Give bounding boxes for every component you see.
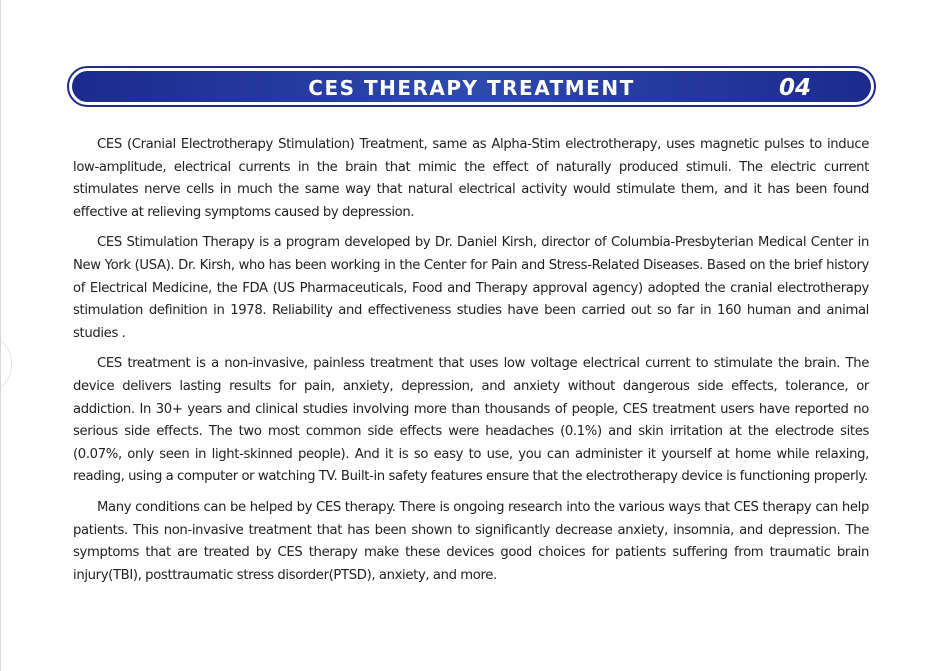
section-page-number: 04	[778, 75, 811, 101]
page-edge-line	[0, 0, 1, 671]
binding-ring-decoration	[0, 340, 12, 388]
section-header-banner	[67, 66, 876, 107]
paragraph-ces-history: CES Stimulation Therapy is a program developed by Dr. Daniel Kirsh, director of Columbia-Presbyterian Medical Center in New York (USA). Dr. Kirsh, who has been working in the Center for Pain and Stress-Related Diseases. Based on the brief history of Electrical Medicine, the FDA (US Pharmaceuticals, Food and Therapy approval agency) adopted the cranial electrotherapy stimulation definition in 1978. Reliability and effectiveness studies have been carried out so far in 160 human and animal studies .	[73, 235, 869, 341]
section-header-fill	[72, 71, 871, 102]
paragraph-ces-conditions: Many conditions can be helped by CES therapy. There is ongoing research into the various ways that CES therapy can help patients. This non-invasive treatment that has been shown to significantly decrease anxiety, insomnia, and depression. The symptoms that are treated by CES therapy make these devices good choices for patients suffering from traumatic brain injury(TBI), posttraumatic stress disorder(PTSD), anxiety, and more.	[73, 499, 869, 583]
article-body	[73, 134, 869, 595]
paragraph-ces-safety: CES treatment is a non-invasive, painless treatment that uses low voltage electrical current to stimulate the brain. The device delivers lasting results for pain, anxiety, depression, and anxiety without dangerous side effects, tolerance, or addiction. In 30+ years and clinical studies involving more than thousands of people, CES treatment users have reported no serious side effects. The two most common side effects were headaches (0.1%) and skin irritation at the electrode sites (0.07%, only seen in light-skinned people). And it is so easy to use, you can administer it yourself at home while relaxing, reading, using a computer or watching TV. Built-in safety features ensure that the electrotherapy device is functioning properly.	[73, 356, 869, 485]
paragraph-ces-overview: CES (Cranial Electrotherapy Stimulation) Treatment, same as Alpha-Stim electrotherapy, uses magnetic pulses to induce low-amplitude, electrical currents in the brain that mimic the effect of naturally produced stimuli. The electric current stimulates nerve cells in much the same way that natural electrical activity would stimulate them, and it has been found effective at relieving symptoms caused by depression.	[73, 137, 869, 220]
section-title: CES THERAPY TREATMENT	[308, 76, 635, 100]
